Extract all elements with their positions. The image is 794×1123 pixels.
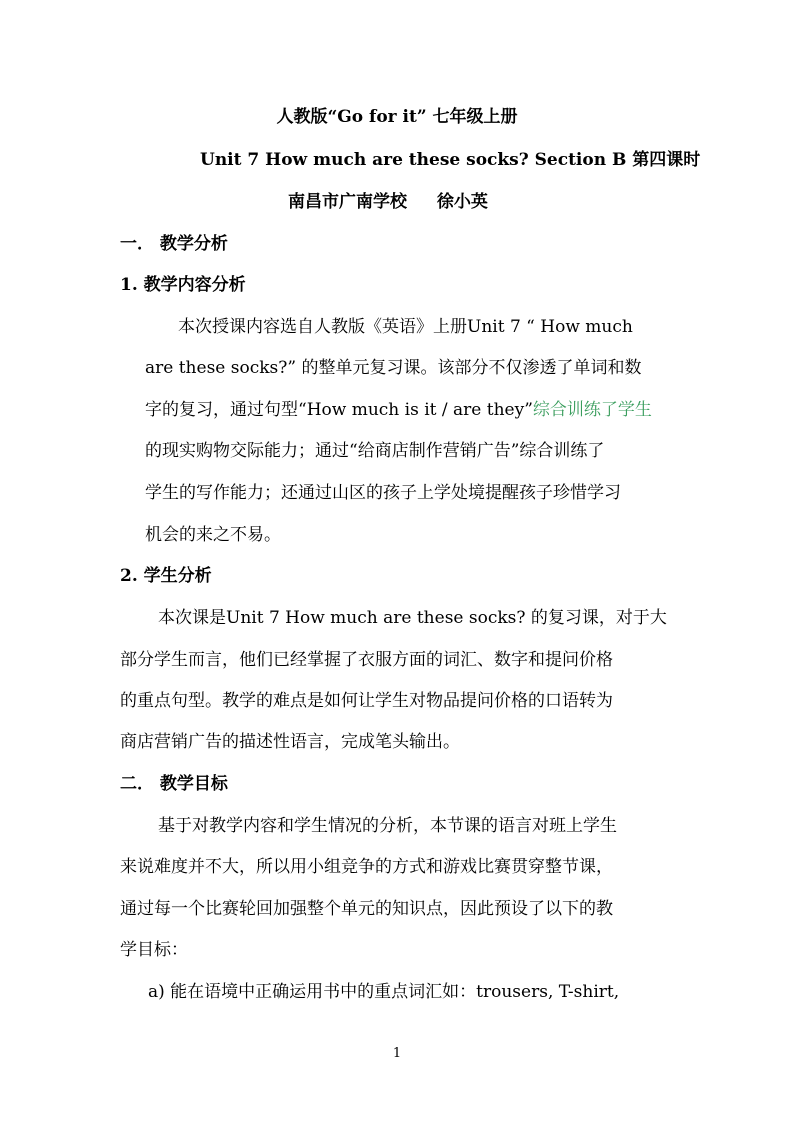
- paragraph-line: 来说难度并不大，所以用小组竞争的方式和游戏比赛贯穿整节课，: [120, 857, 613, 877]
- subsection-heading-1: 1. 教学内容分析: [120, 275, 246, 295]
- paragraph-line: 的重点句型。教学的难点是如何让学生对物品提问价格的口语转为: [120, 691, 613, 711]
- highlighted-text: 综合训练了学生: [532, 400, 652, 420]
- paragraph-line: [145, 399, 652, 421]
- page-number: 1: [392, 1046, 402, 1061]
- subsection-heading-2: 2. 学生分析: [120, 566, 212, 586]
- paragraph-line: 学目标：: [120, 940, 188, 960]
- paragraph-line: 机会的来之不易。: [145, 525, 281, 545]
- paragraph-line: 部分学生而言，他们已经掌握了衣服方面的词汇、数字和提问价格: [120, 650, 613, 670]
- paragraph-line: 通过每一个比赛轮回加强整个单元的知识点，因此预设了以下的教: [120, 899, 613, 919]
- author-line: 南昌市广南学校 徐小英: [288, 192, 488, 212]
- text-run: 字的复习，通过句型“How much is it / are they”: [145, 400, 533, 420]
- paragraph-line: 基于对教学内容和学生情况的分析，本节课的语言对班上学生: [158, 816, 617, 836]
- section-heading-1: 一． 教学分析: [120, 234, 228, 254]
- paragraph-line: 本次授课内容选自人教版《英语》上册Unit 7 “ How much: [178, 317, 633, 337]
- document-title: 人教版“Go for it” 七年级上册: [276, 107, 518, 127]
- paragraph-line: are these socks?” 的整单元复习课。该部分不仅渗透了单词和数: [145, 358, 642, 378]
- document-subtitle: Unit 7 How much are these socks? Section B 第四课时: [200, 150, 701, 170]
- paragraph-line: 的现实购物交际能力；通过“给商店制作营销广告”综合训练了: [145, 441, 605, 461]
- section-heading-2: 二． 教学目标: [120, 774, 228, 794]
- paragraph-line: 学生的写作能力；还通过山区的孩子上学处境提醒孩子珍惜学习: [145, 483, 621, 503]
- list-item-a: a) 能在语境中正确运用书中的重点词汇如：trousers, T-shirt,: [148, 982, 620, 1002]
- paragraph-line: 商店营销广告的描述性语言，完成笔头输出。: [120, 732, 460, 752]
- paragraph-line: 本次课是Unit 7 How much are these socks? 的复习课，对于大: [158, 608, 667, 628]
